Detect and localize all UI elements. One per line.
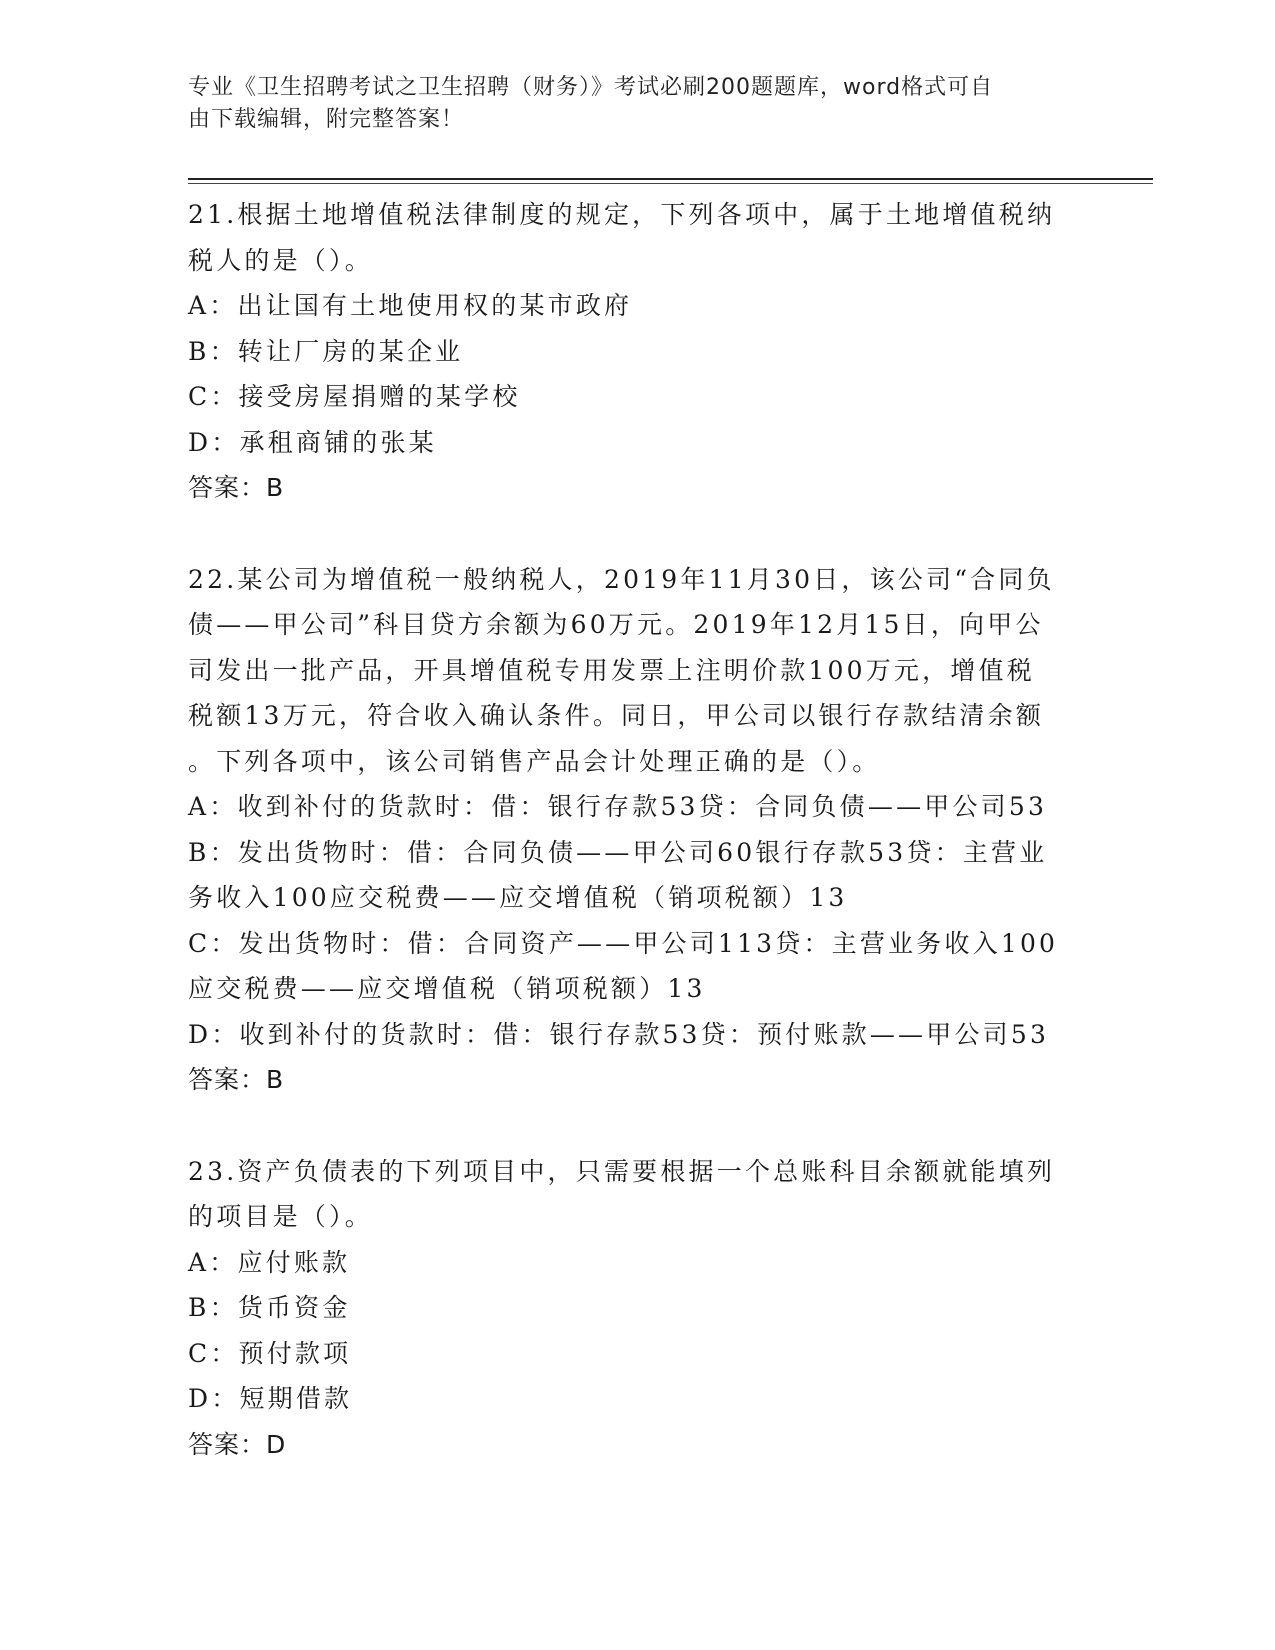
- option-line: A：收到补付的货款时：借：银行存款53贷：合同负债——甲公司53: [188, 792, 1048, 821]
- option-line: D：短期借款: [188, 1384, 353, 1413]
- option-line: 务收入100应交税费——应交增值税（销项税额）13: [188, 883, 848, 912]
- document-header: [188, 72, 1068, 136]
- question-block: [188, 192, 1088, 511]
- option-line: B：发出货物时：借：合同负债——甲公司60银行存款53贷：主营业: [188, 837, 1048, 867]
- option-line: A：应付账款: [188, 1247, 351, 1277]
- option-line: D：承租商铺的张某: [188, 427, 437, 457]
- question-stem-line: 税额13万元，符合收入确认条件。同日，甲公司以银行存款结清余额: [188, 701, 1045, 730]
- option-line: 应交税费——应交增值税（销项税额）13: [188, 974, 706, 1003]
- question-block: [188, 557, 1088, 1103]
- question-stem-line: 债——甲公司”科目贷方余额为60万元。2019年12月15日，向甲公: [188, 610, 1044, 639]
- answer-line: 答案：B: [188, 1065, 285, 1094]
- question-stem-line: 21.根据土地增值税法律制度的规定，下列各项中，属于土地增值税纳: [188, 200, 1056, 229]
- answer-line: 答案：D: [188, 1429, 287, 1459]
- question-list: [188, 192, 1088, 1513]
- header-divider: [188, 178, 1153, 180]
- question-stem-line: 23.资产负债表的下列项目中，只需要根据一个总账科目余额就能填列: [188, 1156, 1056, 1186]
- answer-line: 答案：B: [188, 473, 285, 502]
- option-line: B：转让厂房的某企业: [188, 336, 464, 366]
- question-stem-line: 司发出一批产品，开具增值税专用发票上注明价款100万元，增值税: [188, 655, 1035, 685]
- option-line: C：接受房屋捐赠的某学校: [188, 382, 521, 411]
- option-line: A：出让国有土地使用权的某市政府: [188, 291, 633, 320]
- option-line: C：预付款项: [188, 1338, 352, 1368]
- option-line: D：收到补付的货款时：借：银行存款53贷：预付账款——甲公司53: [188, 1019, 1050, 1049]
- question-stem-line: 。下列各项中，该公司销售产品会计处理正确的是（）。: [188, 746, 881, 776]
- header-line: 专业《卫生招聘考试之卫生招聘（财务）》考试必刷200题题库，word格式可自: [188, 75, 994, 100]
- header-line: 由下载编辑，附完整答案！: [188, 107, 465, 132]
- question-stem-line: 税人的是（）。: [188, 245, 373, 275]
- option-line: C：发出货物时：借：合同资产——甲公司113贷：主营业务收入100: [188, 928, 1059, 958]
- question-block: [188, 1149, 1088, 1468]
- header-divider-thin: [188, 183, 1153, 184]
- question-stem-line: 22.某公司为增值税一般纳税人，2019年11月30日，该公司“合同负: [188, 564, 1055, 594]
- question-stem-line: 的项目是（）。: [188, 1202, 373, 1231]
- option-line: B：货币资金: [188, 1293, 351, 1322]
